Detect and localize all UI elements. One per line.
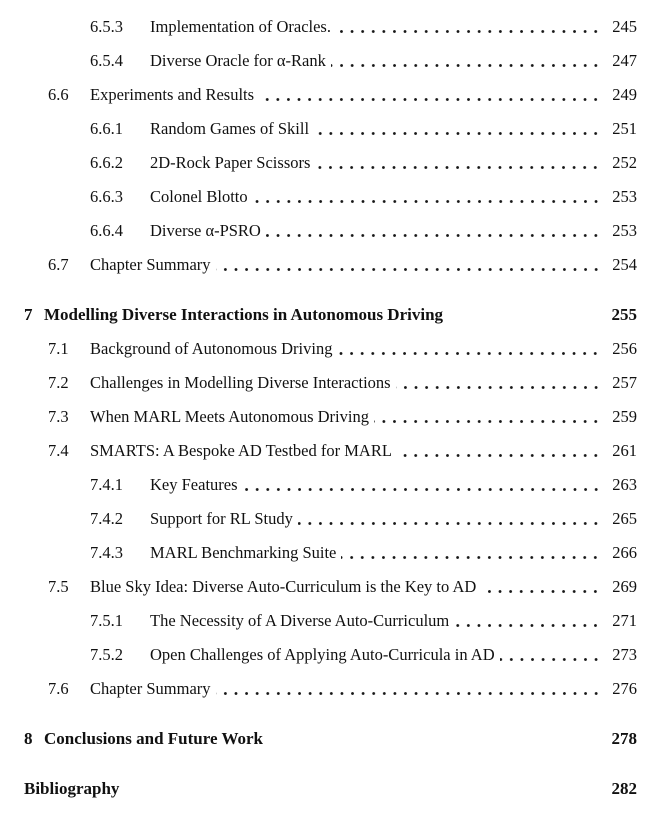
toc-entry[interactable] [0, 78, 645, 112]
leader-dots [369, 400, 607, 434]
entry-number: 6.6 [48, 85, 69, 104]
entry-page-number: 253 [612, 187, 637, 206]
entry-page-number: 282 [611, 779, 637, 798]
entry-number: 7.5 [48, 577, 69, 596]
entry-number: 8 [24, 729, 33, 748]
entry-number: 6.6.4 [90, 221, 123, 240]
entry-page-number: 259 [612, 407, 637, 426]
toc-entry[interactable] [0, 502, 645, 536]
toc-entry[interactable] [0, 248, 645, 282]
toc-entry[interactable] [0, 604, 645, 638]
leader-dots [310, 146, 607, 180]
toc-entry[interactable] [0, 44, 645, 78]
entry-title: Experiments and Results [90, 85, 255, 104]
toc-list [0, 10, 645, 806]
entry-number: 7.2 [48, 373, 69, 392]
leader-dots [309, 112, 607, 146]
entry-title: SMARTS: A Bespoke AD Testbed for MARL [90, 441, 392, 460]
toc-entry[interactable] [0, 146, 645, 180]
toc-entry[interactable] [0, 298, 645, 332]
entry-number: 6.6.1 [90, 119, 123, 138]
toc-entry[interactable] [0, 536, 645, 570]
entry-page-number: 263 [612, 475, 637, 494]
entry-number: 7.4.3 [90, 543, 123, 562]
entry-page-number: 251 [612, 119, 637, 138]
entry-title: Diverse Oracle for α-Rank [150, 51, 326, 70]
toc-entry[interactable] [0, 672, 645, 706]
entry-page-number: 269 [612, 577, 637, 596]
leader-dots [248, 180, 607, 214]
toc-entry[interactable] [0, 214, 645, 248]
toc-entry[interactable] [0, 772, 645, 806]
leader-dots [449, 604, 607, 638]
entry-number: 7.5.2 [90, 645, 123, 664]
entry-number: 6.6.3 [90, 187, 123, 206]
entry-number: 7.5.1 [90, 611, 123, 630]
entry-number: 7.4.1 [90, 475, 123, 494]
entry-number: 7.1 [48, 339, 69, 358]
toc-entry[interactable] [0, 10, 645, 44]
leader-dots [326, 44, 607, 78]
leader-dots [211, 672, 607, 706]
entry-title: When MARL Meets Autonomous Driving [90, 407, 369, 426]
entry-title: Support for RL Study [150, 509, 293, 528]
entry-title: The Necessity of A Diverse Auto-Curriculum [150, 611, 450, 630]
toc-entry[interactable] [0, 570, 645, 604]
toc-entry[interactable] [0, 366, 645, 400]
toc-entry[interactable] [0, 180, 645, 214]
entry-page-number: 245 [612, 17, 637, 36]
entry-page-number: 257 [612, 373, 637, 392]
entry-number: 7.6 [48, 679, 69, 698]
entry-title: Diverse α-PSRO [150, 221, 261, 240]
entry-title: Implementation of Oracles. [150, 17, 331, 36]
entry-title: Conclusions and Future Work [44, 729, 264, 748]
entry-page-number: 249 [612, 85, 637, 104]
entry-title: MARL Benchmarking Suite [150, 543, 337, 562]
leader-dots [211, 248, 607, 282]
entry-title: Modelling Diverse Interactions in Autonomous Driving [44, 305, 444, 324]
entry-number: 7.4 [48, 441, 69, 460]
entry-title: 2D-Rock Paper Scissors [150, 153, 311, 172]
toc-entry[interactable] [0, 434, 645, 468]
entry-title: Challenges in Modelling Diverse Interactions [90, 373, 391, 392]
toc-entry[interactable] [0, 638, 645, 672]
entry-number: 7 [24, 305, 33, 324]
toc-entry[interactable] [0, 722, 645, 756]
entry-number: 6.7 [48, 255, 69, 274]
toc-entry[interactable] [0, 468, 645, 502]
entry-number: 7.3 [48, 407, 69, 426]
leader-dots [392, 434, 607, 468]
leader-dots [331, 10, 607, 44]
entry-title: Background of Autonomous Driving [90, 339, 333, 358]
entry-title: Chapter Summary [90, 255, 211, 274]
entry-number: 6.5.3 [90, 17, 123, 36]
entry-page-number: 266 [612, 543, 637, 562]
entry-title: Colonel Blotto [150, 187, 248, 206]
entry-page-number: 247 [612, 51, 637, 70]
leader-dots [336, 536, 607, 570]
entry-page-number: 265 [612, 509, 637, 528]
toc-entry[interactable] [0, 332, 645, 366]
entry-page-number: 261 [612, 441, 637, 460]
entry-number: 6.6.2 [90, 153, 123, 172]
leader-dots [238, 468, 607, 502]
entry-page-number: 252 [612, 153, 637, 172]
leader-dots [293, 502, 607, 536]
entry-number: 7.4.2 [90, 509, 123, 528]
leader-dots [261, 214, 607, 248]
leader-dots [254, 78, 607, 112]
toc-entry[interactable] [0, 112, 645, 146]
entry-page-number: 256 [612, 339, 637, 358]
entry-page-number: 273 [612, 645, 637, 664]
entry-title: Bibliography [24, 779, 120, 798]
entry-title: Random Games of Skill [150, 119, 310, 138]
leader-dots [263, 722, 607, 756]
entry-title: Key Features [150, 475, 238, 494]
entry-title: Open Challenges of Applying Auto-Curricula in AD [150, 645, 495, 664]
entry-page-number: 276 [612, 679, 637, 698]
leader-dots [391, 366, 607, 400]
leader-dots [332, 332, 607, 366]
entry-page-number: 255 [611, 305, 637, 324]
leader-dots [476, 570, 607, 604]
entry-title: Chapter Summary [90, 679, 211, 698]
entry-page-number: 254 [612, 255, 637, 274]
leader-dots [119, 772, 607, 806]
entry-page-number: 253 [612, 221, 637, 240]
entry-number: 6.5.4 [90, 51, 123, 70]
entry-page-number: 278 [611, 729, 637, 748]
entry-title: Blue Sky Idea: Diverse Auto-Curriculum is the Key to AD [90, 577, 477, 596]
toc-entry[interactable] [0, 400, 645, 434]
leader-dots [443, 298, 607, 332]
leader-dots [495, 638, 607, 672]
entry-page-number: 271 [612, 611, 637, 630]
